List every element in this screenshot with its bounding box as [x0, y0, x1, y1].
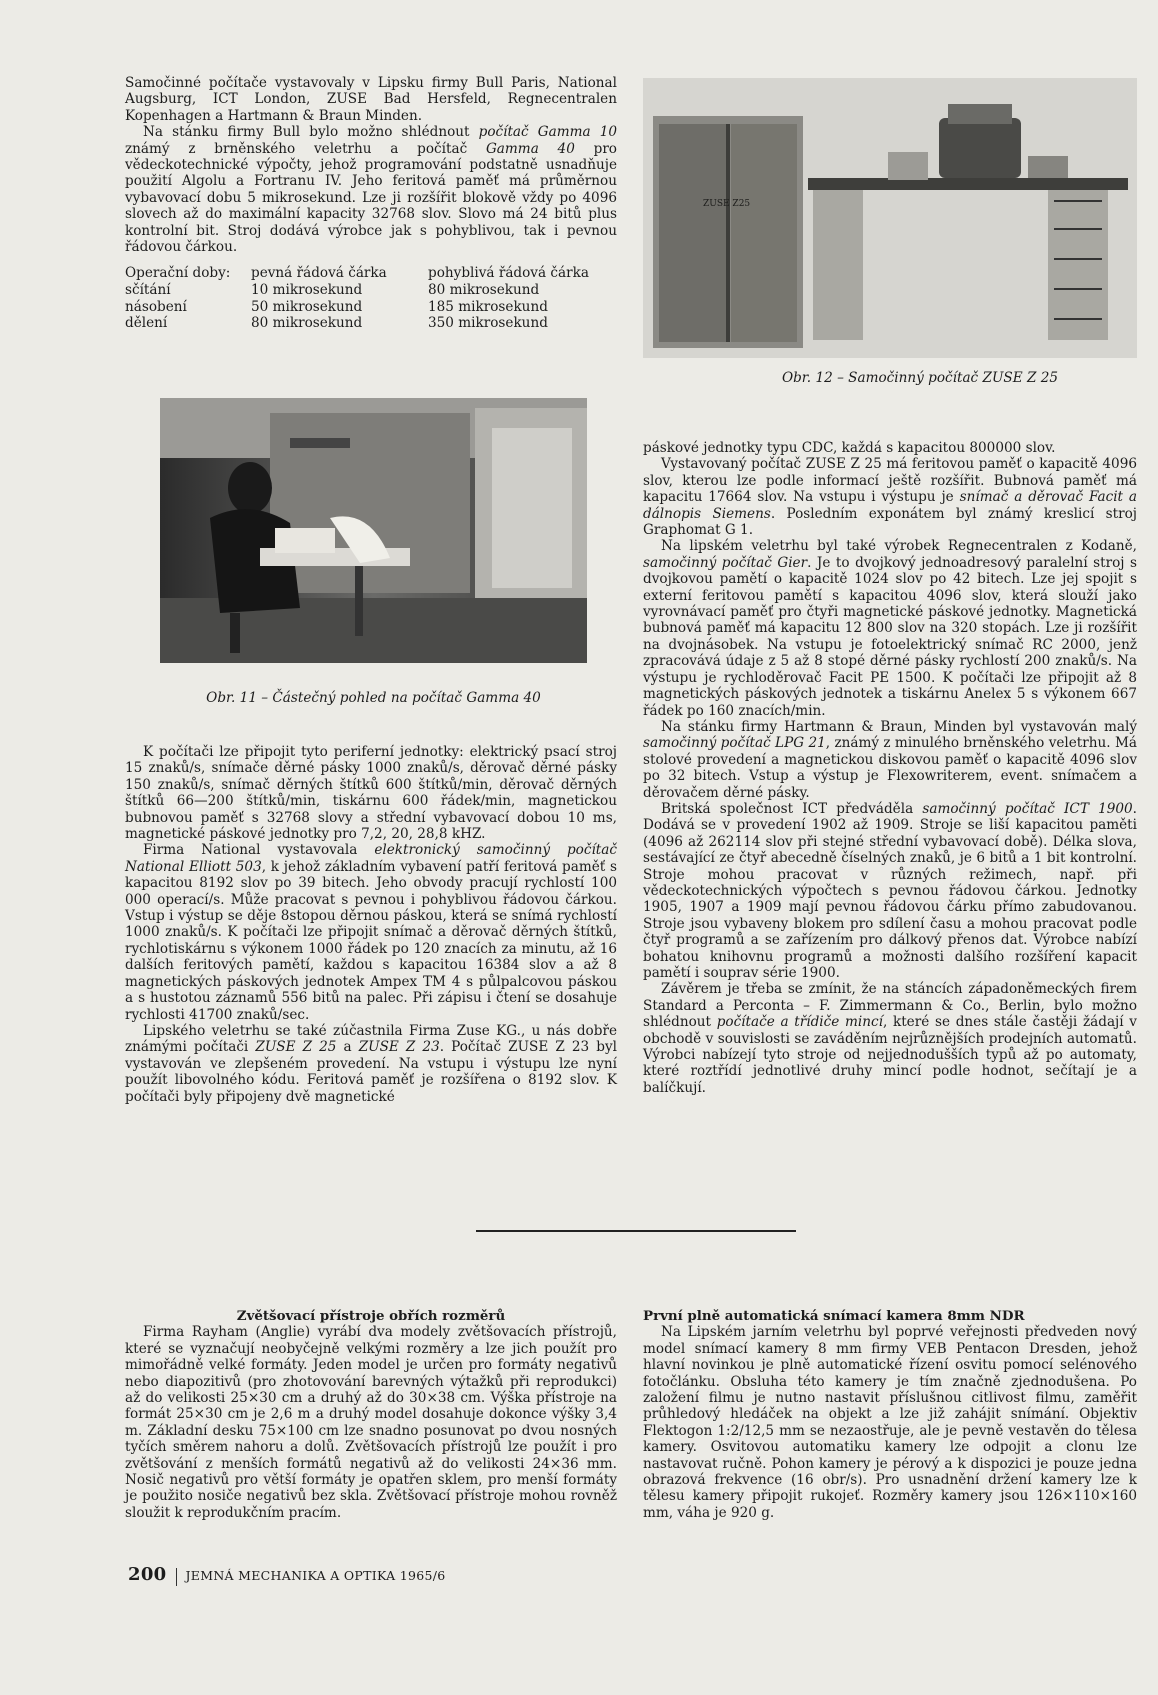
left-paragraph-2: Na stánku firmy Bull bylo možno shlédnout počítač Gamma 10 známý z brněnského veletrhu a počítač Gamma 40 pro vědeckotechnické výpočty, jehož programování podstatně usnadňuje použití Algolu a Fortranu IV. Jeho feritová paměť má průměrnou vybavovací dobu 5 mikrosekund. Lze ji rozšířit blokově vždy po 4096 slovech až do maximální kapacity 32768 slov. Slovo má 24 bitů plus kontrolní bit. Stroj dodává výrobce jak s pohyblivou, tak i pevnou řádovou čárkou. [125, 124, 617, 256]
enlarger-heading: Zvětšovací přístroje obřích rozměrů [236, 1308, 506, 1324]
table-cell: 350 mikrosekund [428, 315, 548, 332]
table-cell: Operační doby: [125, 265, 231, 282]
left-paragraph-1: Samočinné počítače vystavovaly v Lipsku firmy Bull Paris, National Augsburg, ICT London, ZUSE Bad Hersfeld, Regnecentralen Kopenhagen a Hartmann & Braun Minden. [125, 75, 617, 124]
enlarger-text: Firma Rayham (Anglie) vyrábí dva modely zvětšovacích přístrojů, které se vyznačují neobyčejně velkými rozměry a lze jich použít pro mimořádně velké formáty. Jeden model je určen pro formáty negativů nebo diapozitivů (pro zhotovování barevných výtažků při reprodukci) až do velikosti 25×30 cm a druhý až do 30×38 cm. Výška přístroje na formát 25×30 cm je 2,6 m a druhý model dosahuje dokonce výšky 3,4 m. Základní desku 75×100 cm lze snadno posunovat po dvou nosných tyčích směrem nahoru a dolů. Zvětšovacích přístrojů lze použít i pro zvětšování z menších formátů negativů až do velikosti 24×36 mm. Nosič negativů pro větší formáty je opatřen sklem, pro menší formáty je použito nosiče negativů bez skla. Zvětšovací přístroje mohou rovněž sloužit k reprodukčním pracím. [125, 1324, 617, 1521]
table-cell: 185 mikrosekund [428, 298, 548, 315]
table-cell: pevná řádová čárka [251, 265, 387, 282]
table-header-row [125, 265, 589, 282]
table-cell: pohyblivá řádová čárka [428, 265, 589, 282]
table-cell: 80 mikrosekund [251, 315, 363, 332]
table-row [125, 299, 589, 316]
table-cell: 10 mikrosekund [251, 282, 363, 299]
enlarger-article [125, 1308, 617, 1521]
table-row [125, 282, 589, 299]
right-paragraph-5: Britská společnost ICT předváděla samočinný počítač ICT 1900. Dodává se v provedení 1902 až 1909. Stroje se liší kapacitou paměti (4096 až 262114 slov při stejné střední vybavovací době). Délka slova, sestávající ze čtyř abecedně číselných znaků, je 6 bitů a 1 bit kontrolní. Stroje mohou pracovat v různých režimech, např. při vědeckotechnických výpočtech s pevnou řádovou čárkou. Jednotky 1905, 1907 a 1909 mají pevnou řádovou čárku přímo zabudovanou. Stroje jsou vybaveny blokem pro sdílení času a mohou pracovat podle čtyř programů a se zařízením pro dálkový přenos dat. Výrobce nabízí bohatou knihovnu programů a možnosti dalšího rozšíření kapacit pamětí i souprav série 1900. [643, 800, 1137, 981]
right-paragraph-6: Závěrem je třeba se zmínit, že na stáncích západoněmeckých firem Standard a Perconta – F. Zimmermann & Co., Berlin, bylo možno shlédnout počítače a třídiče mincí, které se dnes stále častěji žádají v obchodě v souvislosti se zaváděním nejrůznějších prodejních automatů. Výrobci nabízejí tyto stroje od nejjednodušších typů až po automaty, které roztřídí jednotlivé druhy mincí podle hodnot, sečítají je a balíčkují. [643, 981, 1137, 1096]
right-paragraph-1: páskové jednotky typu CDC, každá s kapacitou 800000 slov. [643, 440, 1056, 456]
table-cell: sčítání [125, 282, 171, 299]
left-paragraph-4: Firma National vystavovala elektronický samočinný počítač National Elliott 503, k jehož základním vybavení patří feritová paměť s kapacitou 8192 slov po 39 bitech. Jeho obvody pracují rychlostí 100 000 operací/s. Může pracovat s pevnou i pohyblivou řádovou čárkou. Vstup i výstup se děje 8stopou děrnou páskou, která se snímá rychlostí 1000 znaků/s. K počítači lze připojit snímač a děrovač děrných štítků, rychlotiskárnu s výkonem 1000 řádek po 120 znacích za minutu, až 16 dalších feritových pamětí, každou s kapacitou 16384 slov a až 8 magnetických páskových jednotek Ampex TM 4 s půlpalcovou páskou a s hustotou záznamů 556 bitů na palec. Při zápisu i čtení se dosahuje rychlosti 41700 znaků/sec. [125, 842, 617, 1023]
gamma-40-photo [160, 398, 587, 663]
page-number: 200 [128, 1564, 167, 1585]
right-paragraph-4: Na stánku firmy Hartmann & Braun, Minden byl vystavován malý samočinný počítač LPG 21, známý z minulého brněnského veletrhu. Má stolové provedení a magnetickou diskovou paměť o kapacitě 4096 slov po 32 bitech. Vstup a výstup je Flexowriterem, event. snímačem a děrovačem děrné pásky. [643, 718, 1137, 801]
zuse-label: ZUSE Z25 [703, 199, 751, 209]
right-paragraph-2: Vystavovaný počítač ZUSE Z 25 má feritovou paměť o kapacitě 4096 slov, kterou lze podle informací ještě rozšířit. Bubnová paměť má kapacitu 17664 slov. Na vstupu i výstupu je snímač a děrovač Facit a dálnopis Siemens. Posledním exponátem byl známý kreslicí stroj Graphomat G 1. [643, 456, 1138, 539]
camera-article [643, 1308, 1137, 1521]
table-cell: násobení [125, 298, 187, 315]
operation-times-table [125, 265, 589, 331]
camera-heading: První plně automatická snímací kamera 8mm NDR [643, 1308, 1025, 1324]
footer-divider [176, 1568, 177, 1586]
zuse-z25-photo [643, 78, 1137, 358]
table-cell: 50 mikrosekund [251, 298, 363, 315]
left-column-lower [125, 744, 617, 1105]
camera-text: Na Lipském jarním veletrhu byl poprvé veřejnosti předveden nový model snímací kamery 8 mm firmy VEB Pentacon Dresden, jehož hlavní novinkou je plně automatické řízení osvitu pomocí selénového fotočlánku. Obsluha této kamery je tím značně zjednodušena. Po založení filmu je nutno nastavit příslušnou citlivost filmu, zaměřit průhledový hledáček na objekt a lze již zahájit snímání. Objektiv Flektogon 1:2/12,5 mm se nezaostřuje, ale je pevně vestavěn do tělesa kamery. Osvitovou automatiku kamery lze odpojit a clonu lze nastavovat ručně. Pohon kamery je pérový a k dispozici je pouze jedna obrazová frekvence (16 obr/s). Pro usnadnění držení kamery lze k tělesu kamery připojit rukojeť. Rozměry kamery jsou 126×110×160 mm, váha je 920 g. [643, 1324, 1137, 1521]
section-divider [476, 1230, 796, 1232]
right-paragraph-3: Na lipském veletrhu byl také výrobek Regnecentralen z Kodaně, samočinný počítač Gier. Je to dvojkový jednoadresový paralelní stroj s dvojkovou pamětí o kapacitě 1024 slov po 42 bitech. Lze jej spojit s externí feritovou pamětí s kapacitou 4096 slov, která slouží jako vyrovnávací paměť pro čtyři magnetické páskové jednotky. Magnetická bubnová paměť má kapacitu 12 800 slov na 320 stopách. Lze ji rozšířit na dvojnásobek. Na vstupu je fotoelektrický snímač RC 2000, jenž zpracovává údaje z 5 až 8 stopé děrné pásky rychlostí 200 znaků/s. Na výstupu je rychloděrovač Facit PE 1500. K počítači lze připojit až 8 magnetických páskových jednotek a tiskárnu Anelex 5 s výkonem 667 řádek po 160 znacích/min. [643, 538, 1137, 719]
right-column [643, 440, 1137, 1096]
left-paragraph-5: Lipského veletrhu se také zúčastnila Firma Zuse KG., u nás dobře známými počítači ZUSE Z 25 a ZUSE Z 23. Počítač ZUSE Z 23 byl vystavován ve zlepšeném provedení. Na vstupu i výstupu lze nyní použít libovolného kódu. Feritová paměť je rozšířena o 8192 slov. K počítači byly připojeny dvě magnetické [125, 1022, 617, 1105]
figure-12-caption: Obr. 12 – Samočinný počítač ZUSE Z 25 [781, 370, 1059, 386]
table-cell: 80 mikrosekund [428, 282, 540, 299]
left-column [125, 75, 617, 332]
figure-11-caption: Obr. 11 – Částečný pohled na počítač Gamma 40 [206, 690, 541, 706]
journal-name: JEMNÁ MECHANIKA A OPTIKA 1965/6 [185, 1568, 446, 1583]
page-footer [128, 1564, 446, 1586]
table-row [125, 315, 589, 332]
table-cell: dělení [125, 315, 168, 332]
left-paragraph-3: K počítači lze připojit tyto periferní jednotky: elektrický psací stroj 15 znaků/s, snímače děrné pásky 1000 znaků/s, děrovač děrné pásky 150 znaků/s, snímač děrných štítků 600 štítků/min, děrovač děrných štítků 66—200 štítků/min, tiskárnu 600 řádek/min, magnetickou bubnovou paměť s 32768 slovy a střední vybavovací dobou 10 ms, magnetické páskové jednotky pro 7,2, 20, 28,8 kHZ. [125, 744, 617, 843]
